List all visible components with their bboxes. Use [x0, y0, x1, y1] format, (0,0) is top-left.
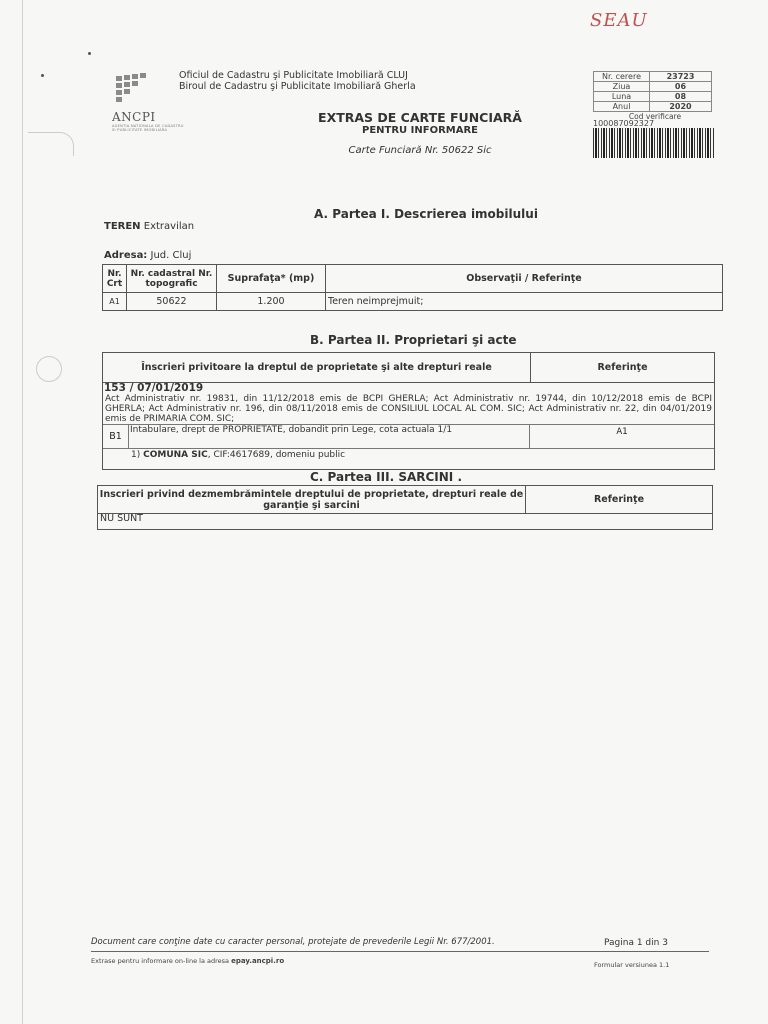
- logo-agency-line: AGENTIA NATIONALA DE CADASTRU SI PUBLICITATE IMOBILIARA: [112, 124, 184, 132]
- ancpi-emblem-icon: [112, 72, 152, 112]
- col-referinte: Referinţe: [526, 486, 713, 514]
- footer-online-text: Extrase pentru informare on-line la adresa: [91, 957, 232, 965]
- cell-nr-cadastral: 50622: [127, 293, 217, 311]
- table-row: [103, 293, 723, 311]
- request-value: 2020: [650, 102, 712, 112]
- owner-line: [103, 449, 714, 462]
- encumbrance-header-row: [98, 486, 713, 514]
- owner-name: COMUNA SIC: [143, 450, 208, 460]
- ownership-header-table: [102, 352, 715, 383]
- document-subtitle: PENTRU INFORMARE: [362, 125, 478, 136]
- col-nr-crt: Nr. Crt: [103, 265, 127, 293]
- cell-nr-crt: A1: [103, 293, 127, 311]
- binder-edge: [22, 0, 23, 1024]
- entry-code: B1: [103, 425, 129, 448]
- ownership-body: [102, 382, 715, 470]
- cell-suprafata: 1.200: [217, 293, 326, 311]
- parcel-table: [102, 264, 723, 311]
- section-c-title: C. Partea III. SARCINI .: [310, 470, 462, 484]
- office-line-2: Biroul de Cadastru şi Publicitate Imobiliară Gherla: [179, 81, 416, 92]
- col-suprafata: Suprafaţa* (mp): [217, 265, 326, 293]
- request-row: [594, 72, 712, 82]
- entry-reference: A1: [616, 427, 628, 437]
- request-label: Luna: [594, 92, 650, 102]
- entry-acts: Act Administrativ nr. 19831, din 11/12/2018 emis de BCPI GHERLA; Act Administrativ nr. 19744, din 10/12/2018 emis de BCPI GHERLA; Act Administrativ nr. 196, din 08/11/2018 emis de CONSILIUL LOCAL AL COM. SIC; Act Administrativ nr. 22, din 04/01/2019 emis de PRIMARIA COM. SIC;: [105, 394, 712, 424]
- parcel-header-row: [103, 265, 723, 293]
- title-block: [280, 110, 560, 156]
- footer-online: [91, 957, 284, 965]
- address-value: Jud. Cluj: [150, 250, 192, 261]
- entry-row: [103, 425, 714, 449]
- request-label: Anul: [594, 102, 650, 112]
- footer-online-link[interactable]: epay.ancpi.ro: [231, 957, 285, 965]
- logo-wordmark: ANCPI: [112, 110, 156, 124]
- page-number: Pagina 1 din 3: [604, 938, 668, 948]
- scan-dot: [41, 74, 44, 77]
- address: [104, 250, 191, 261]
- request-row: [594, 82, 712, 92]
- verification-label: Cod verificare: [628, 112, 682, 121]
- address-label: Adresa:: [104, 250, 148, 261]
- entry-number: 153 / 07/01/2019: [104, 382, 204, 394]
- office-lines: [179, 70, 416, 92]
- col-dezmembraminte: Inscrieri privind dezmembrămintele dreptului de proprietate, drepturi reale de garanţie şi sarcini: [98, 486, 526, 514]
- request-label: Ziua: [594, 82, 650, 92]
- footer-disclaimer: Document care conţine date cu caracter personal, protejate de prevederile Legii Nr. 677/2001.: [91, 937, 495, 947]
- form-version: Formular versiunea 1.1: [594, 961, 670, 969]
- encumbrance-value: NU SUNT: [97, 513, 713, 530]
- verification-code: 100087092327: [593, 119, 655, 128]
- request-value: 08: [650, 92, 712, 102]
- col-observatii: Observaţii / Referinţe: [326, 265, 723, 293]
- col-inscrieri: Înscrieri privitoare la dreptul de proprietate şi alte drepturi reale: [103, 353, 531, 383]
- encumbrance-header-table: [97, 485, 713, 514]
- owner-details: , CIF:4617689, domeniu public: [207, 450, 346, 460]
- carte-funciara-number: Carte Funciară Nr. 50622 Sic: [348, 145, 492, 156]
- ownership-header-row: [103, 353, 715, 383]
- land-type-label: TEREN: [104, 221, 141, 232]
- ancpi-logo: [112, 72, 184, 144]
- cell-observatii: Teren neimprejmuit;: [326, 293, 723, 311]
- office-line-1: Oficiul de Cadastru şi Publicitate Imobiliară CLUJ: [179, 70, 408, 81]
- punch-hole: [36, 356, 62, 382]
- land-type-value: Extravilan: [143, 221, 195, 232]
- land-type: [104, 221, 194, 232]
- col-nr-cadastral: Nr. cadastral Nr. topografic: [127, 265, 217, 293]
- owner-index: 1): [131, 450, 141, 460]
- request-label: Nr. cerere: [594, 72, 650, 82]
- document-title: EXTRAS DE CARTE FUNCIARĂ: [318, 110, 522, 125]
- request-value: 23723: [650, 72, 712, 82]
- col-referinte: Referinţe: [531, 353, 715, 383]
- request-row: [594, 92, 712, 102]
- handwritten-note: SEAU: [590, 10, 648, 31]
- barcode-icon: [593, 128, 715, 158]
- request-value: 06: [650, 82, 712, 92]
- request-table: [593, 71, 712, 112]
- scan-curve: [28, 132, 74, 156]
- scan-dot: [88, 52, 91, 55]
- section-a-title: A. Partea I. Descrierea imobilului: [314, 207, 538, 221]
- footer-divider: [91, 951, 709, 952]
- request-box: [593, 71, 717, 158]
- entry-description: Intabulare, drept de PROPRIETATE, dobandit prin Lege, cota actuala 1/1: [129, 425, 530, 448]
- request-row: [594, 102, 712, 112]
- section-b-title: B. Partea II. Proprietari şi acte: [310, 333, 517, 347]
